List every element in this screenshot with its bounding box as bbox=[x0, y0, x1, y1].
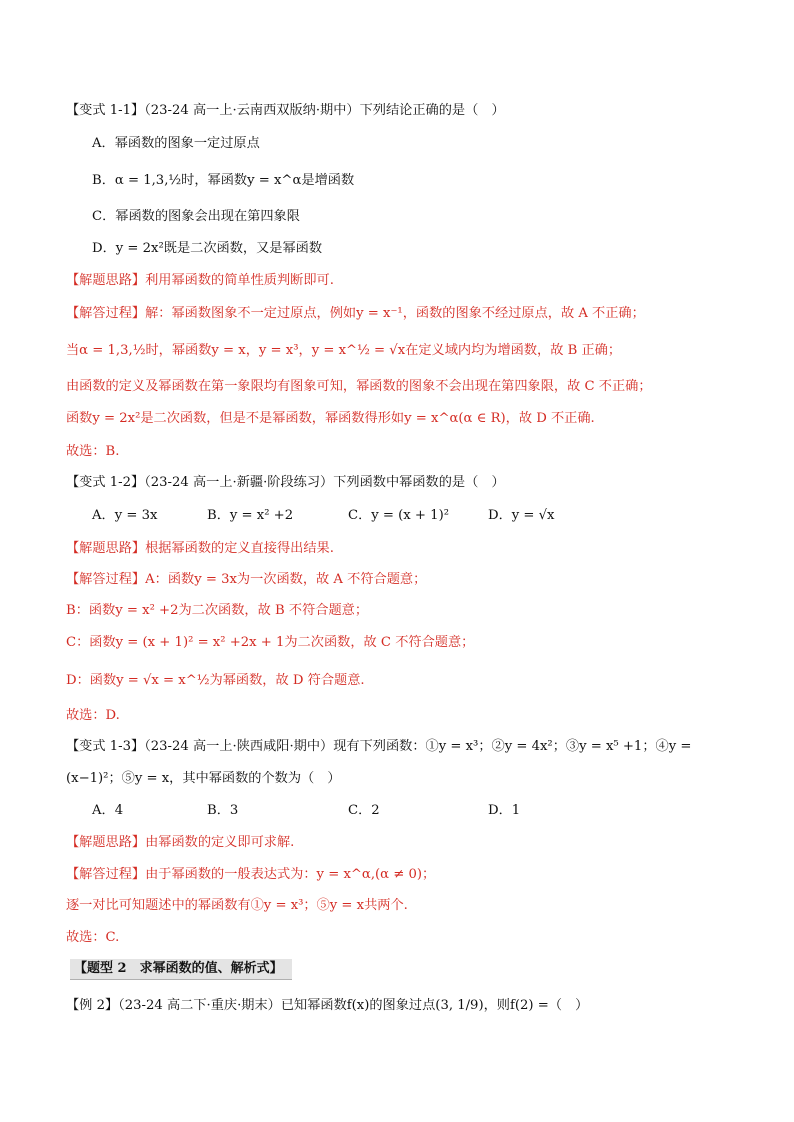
answer: 故选：C. bbox=[66, 930, 120, 945]
example-2-question: 【例 2】（23-24 高二下·重庆·期末）已知幂函数f(x)的图象过点(3, 1/9)，则f(2) =（ ） bbox=[66, 998, 589, 1013]
option-a: A．y = 3x bbox=[92, 508, 158, 523]
variant-1-2-question: 【变式 1-2】（23-24 高一上·新疆·阶段练习）下列函数中幂函数的是（ ） bbox=[66, 475, 505, 490]
solution-step: 【解答过程】解：幂函数图象不一定过原点，例如y = x⁻¹，函数的图象不经过原点，故 A 不正确； bbox=[66, 306, 645, 321]
answer: 故选：B. bbox=[66, 444, 120, 459]
solution-idea: 【解题思路】由幂函数的定义即可求解. bbox=[66, 835, 295, 850]
option-c: C．幂函数的图象会出现在第四象限 bbox=[92, 209, 300, 224]
solution-idea: 【解题思路】利用幂函数的简单性质判断即可. bbox=[66, 273, 334, 288]
option-b: B．y = x² +2 bbox=[207, 508, 294, 523]
answer: 故选：D. bbox=[66, 708, 120, 723]
variant-1-3-question-cont: (x−1)²；⑤y = x，其中幂函数的个数为（ ） bbox=[66, 771, 341, 786]
option-c: C．2 bbox=[348, 803, 380, 818]
solution-step: 当α = 1,3,½时，幂函数y = x，y = x³，y = x^½ = √x在定义域内均为增函数，故 B 正确； bbox=[66, 343, 622, 358]
section-header bbox=[70, 959, 292, 980]
option-a: A．4 bbox=[92, 803, 124, 818]
option-b: B．3 bbox=[207, 803, 239, 818]
option-d: D．y = √x bbox=[488, 508, 555, 523]
option-d: D．1 bbox=[488, 803, 521, 818]
variant-1-1-question: 【变式 1-1】（23-24 高一上·云南西双版纳·期中）下列结论正确的是（ ） bbox=[66, 103, 505, 118]
solution-step: 【解答过程】A：函数y = 3x为一次函数，故 A 不符合题意； bbox=[66, 572, 427, 587]
option-d: D．y = 2x²既是二次函数，又是幂函数 bbox=[92, 241, 323, 256]
variant-1-3-question: 【变式 1-3】（23-24 高一上·陕西咸阳·期中）现有下列函数：①y = x³；②y = 4x²；③y = x⁵ +1；④y = bbox=[66, 739, 692, 754]
solution-step: D：函数y = √x = x^½为幂函数，故 D 符合题意. bbox=[66, 673, 365, 688]
solution-step: 函数y = 2x²是二次函数，但是不是幂函数，幂函数得形如y = x^α(α ∈ R)，故 D 不正确. bbox=[66, 411, 595, 426]
solution-step: 由函数的定义及幂函数在第一象限均有图象可知，幂函数的图象不会出现在第四象限，故 C 不正确； bbox=[66, 379, 652, 394]
solution-idea: 【解题思路】根据幂函数的定义直接得出结果. bbox=[66, 541, 334, 556]
option-b: B．α = 1,3,½时，幂函数y = x^α是增函数 bbox=[92, 173, 355, 188]
solution-step: 【解答过程】由于幂函数的一般表达式为：y = x^α,(α ≠ 0)； bbox=[66, 867, 436, 882]
option-a: A．幂函数的图象一定过原点 bbox=[92, 136, 260, 151]
solution-step: C：函数y = (x + 1)² = x² +2x + 1为二次函数，故 C 不符合题意； bbox=[66, 635, 475, 650]
solution-step: B：函数y = x² +2为二次函数，故 B 不符合题意； bbox=[66, 603, 369, 618]
option-c: C．y = (x + 1)² bbox=[348, 508, 449, 523]
solution-step: 逐一对比可知题述中的幂函数有①y = x³；⑤y = x共两个. bbox=[66, 898, 408, 913]
section-title: 【题型 2 求幂函数的值、解析式】 bbox=[74, 961, 283, 976]
